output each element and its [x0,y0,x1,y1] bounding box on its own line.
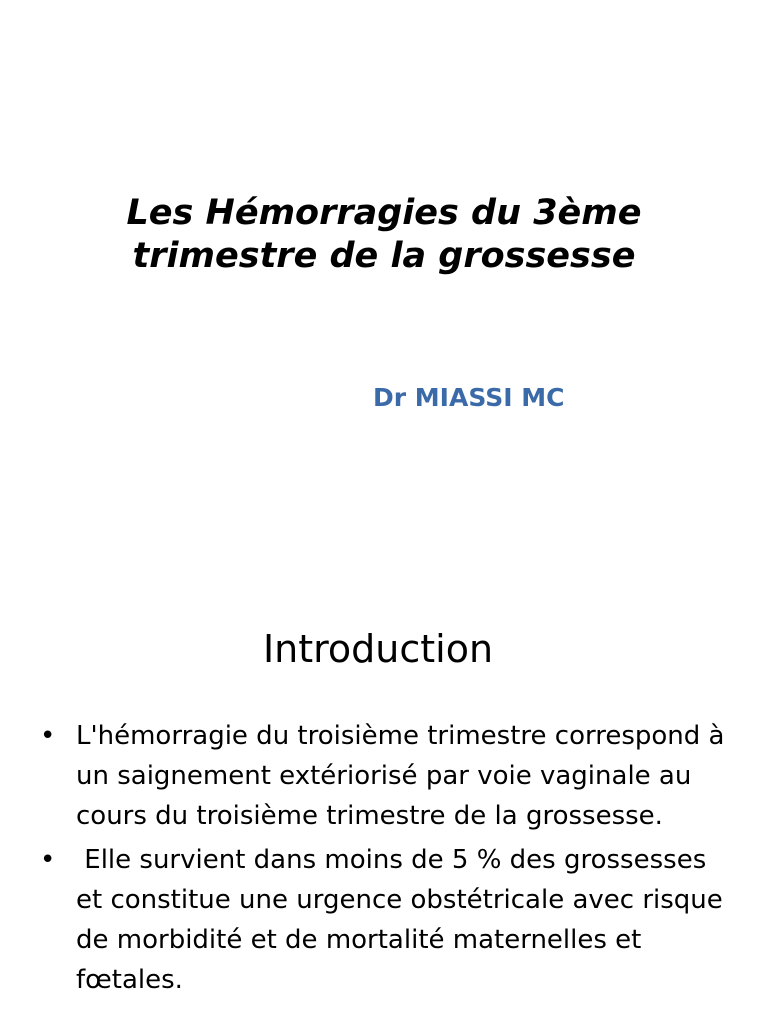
author-name: Dr MIASSI MC [373,383,565,412]
bullet-icon: • [40,721,56,751]
bullet-text: L'hémorragie du troisième trimestre correspond à un saignement extériorisé par voie vaginale au cours du troisième trimestre de la grossesse. [76,721,733,831]
bullet-list [40,716,733,1004]
list-item [40,840,730,1000]
bullet-text: Elle survient dans moins de 5 % des grossesses et constitue une urgence obstétricale avec risque de morbidité et de mortalité maternelles et fœtales. [76,845,732,995]
bullet-icon: • [40,845,56,875]
presentation-title: Les Hémorragies du 3ème trimestre de la grossesse [126,193,642,276]
introduction-slide [0,512,768,1024]
list-item [40,716,733,836]
section-heading: Introduction [262,627,494,671]
